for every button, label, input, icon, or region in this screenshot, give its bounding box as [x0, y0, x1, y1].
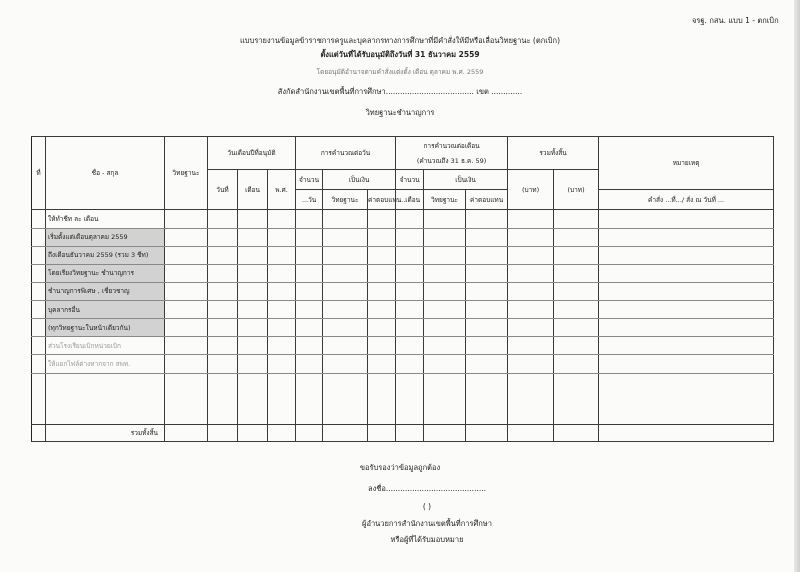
- row-cell: [238, 337, 268, 355]
- row-cell: [466, 319, 508, 337]
- remarks-sub-header: คำสั่ง ...ที่.../ สั่ง ณ วันที่ ...: [599, 190, 774, 210]
- row-name-cell: ให้แยกไฟล์ต่างหากจาก สพท.: [46, 355, 165, 373]
- row-cell: [268, 319, 296, 337]
- row-cell: [296, 301, 323, 319]
- row-cell: [466, 246, 508, 264]
- row-cell: [165, 337, 208, 355]
- row-cell: [466, 210, 508, 228]
- row-cell: [466, 355, 508, 373]
- daily-money-header: เป็นเงิน: [323, 170, 396, 190]
- row-cell: [323, 319, 368, 337]
- row-cell: [296, 264, 323, 282]
- report-subtitle: ตั้งแต่วันที่ได้รับอนุมัติถึงวันที่ 31 ธันวาคม 2559: [320, 50, 480, 59]
- row-cell: [32, 337, 46, 355]
- row-name-cell: ส่วนโรงเรียนเบิกหน่วยเบิก: [46, 337, 165, 355]
- table-row: [32, 264, 774, 282]
- row-cell: [268, 282, 296, 300]
- row-cell: [208, 337, 238, 355]
- row-cell: [368, 301, 396, 319]
- row-cell: [323, 228, 368, 246]
- table-body: [32, 210, 774, 373]
- row-cell: [32, 301, 46, 319]
- row-cell: [165, 228, 208, 246]
- row-cell: [424, 337, 466, 355]
- row-cell: [323, 246, 368, 264]
- row-cell: [424, 246, 466, 264]
- row-cell: [466, 301, 508, 319]
- row-cell: [296, 282, 323, 300]
- row-cell: [368, 228, 396, 246]
- row-cell: [238, 228, 268, 246]
- monthly-count-header: จำนวน: [396, 170, 424, 190]
- row-cell: [424, 210, 466, 228]
- row-cell: [208, 319, 238, 337]
- table-row: [32, 210, 774, 228]
- row-cell: [424, 355, 466, 373]
- row-cell: [554, 337, 599, 355]
- form-code: จรฐ. กสน. แบบ 1 - ตกเบิก: [692, 16, 779, 25]
- row-cell: [165, 246, 208, 264]
- certify-text: ขอรับรองว่าข้อมูลถูกต้อง: [359, 463, 441, 472]
- row-cell: [268, 228, 296, 246]
- col-approved-date-header: วันเดือนปีที่อนุมัติ: [208, 137, 296, 170]
- daily-rank-money-header: วิทยฐานะ: [323, 190, 368, 210]
- table-row: [32, 282, 774, 300]
- row-cell: [368, 337, 396, 355]
- row-cell: [32, 319, 46, 337]
- row-cell: [208, 282, 238, 300]
- signature-line: ลงชื่อ..........................................: [368, 484, 486, 493]
- row-cell: [32, 282, 46, 300]
- row-cell: [396, 355, 424, 373]
- row-cell: [466, 337, 508, 355]
- row-cell: [165, 282, 208, 300]
- row-cell: [508, 355, 554, 373]
- daily-comp-money-header: ค่าตอบแทน: [368, 190, 396, 210]
- page-edge-shadow: [794, 0, 800, 572]
- row-cell: [508, 282, 554, 300]
- row-cell: [368, 246, 396, 264]
- row-cell: [296, 228, 323, 246]
- daily-count-header: จำนวน: [296, 170, 323, 190]
- table-row: [32, 246, 774, 264]
- monthly-calc-label: การคำนวณต่อเดือน: [423, 141, 480, 150]
- delegate-text: หรือผู้ที่ได้รับมอบหมาย: [390, 535, 464, 544]
- col-month-header: เดือน: [238, 170, 268, 210]
- row-cell: [238, 319, 268, 337]
- row-cell: [396, 210, 424, 228]
- row-cell: [554, 228, 599, 246]
- table-row: [32, 337, 774, 355]
- row-name-cell: โดยเรียงวิทยฐานะ ชำนาญการ: [46, 264, 165, 282]
- table-row: [32, 228, 774, 246]
- row-cell: [599, 319, 774, 337]
- row-cell: [396, 246, 424, 264]
- row-cell: [32, 210, 46, 228]
- table-row: [32, 301, 774, 319]
- col-remarks-header: หมายเหตุ: [599, 137, 774, 190]
- row-cell: [508, 264, 554, 282]
- row-cell: [323, 282, 368, 300]
- row-name-cell: บุคลากรอื่น: [46, 301, 165, 319]
- authority-line: โดยอนุมัติอำนาจตามคำสั่งแต่งตั้ง เดือน ตุลาคม พ.ศ. 2559: [316, 68, 484, 76]
- row-cell: [554, 355, 599, 373]
- col-day-header: วันที่: [208, 170, 238, 210]
- row-cell: [208, 228, 238, 246]
- row-cell: [466, 228, 508, 246]
- row-name-cell: ชำนาญการพิเศษ , เชี่ยวชาญ: [46, 282, 165, 300]
- col-total-header: รวมทั้งสิ้น: [508, 137, 599, 170]
- table-row-blank: [32, 373, 774, 424]
- row-cell: [323, 337, 368, 355]
- row-cell: [208, 355, 238, 373]
- row-cell: [165, 319, 208, 337]
- row-cell: [554, 319, 599, 337]
- monthly-calc-note: (คำนวณถึง 31 ธ.ค. 59): [416, 156, 487, 165]
- row-cell: [368, 264, 396, 282]
- row-cell: [554, 301, 599, 319]
- row-cell: [296, 210, 323, 228]
- col-rank-header: วิทยฐานะ: [165, 137, 208, 210]
- total-row: [32, 424, 774, 441]
- row-cell: [599, 228, 774, 246]
- daily-days-header: ...วัน: [296, 190, 323, 210]
- row-name-cell: ให้ทำชีท ละ เดือน: [46, 210, 165, 228]
- col-daily-calc-header: การคำนวณต่อวัน: [296, 137, 396, 170]
- rank-line: วิทยฐานะชำนาญการ: [365, 108, 435, 117]
- row-cell: [238, 210, 268, 228]
- col-year-header: พ.ศ.: [268, 170, 296, 210]
- table-row: [32, 355, 774, 373]
- row-cell: [508, 210, 554, 228]
- row-cell: [466, 264, 508, 282]
- row-cell: [599, 264, 774, 282]
- row-cell: [208, 246, 238, 264]
- monthly-comp-money-header: ค่าตอบแทน: [466, 190, 508, 210]
- total-label: รวมทั้งสิ้น: [46, 424, 165, 441]
- header-row-1: [32, 137, 774, 170]
- col-no-header: ที่: [32, 137, 46, 210]
- row-cell: [208, 301, 238, 319]
- signer-position: ผู้อำนวยการสำนักงานเขตพื้นที่การศึกษา: [362, 519, 492, 528]
- row-cell: [396, 264, 424, 282]
- row-cell: [208, 210, 238, 228]
- row-cell: [554, 210, 599, 228]
- row-cell: [599, 337, 774, 355]
- row-cell: [554, 264, 599, 282]
- row-cell: [508, 246, 554, 264]
- row-cell: [396, 282, 424, 300]
- row-cell: [599, 246, 774, 264]
- row-cell: [296, 246, 323, 264]
- row-cell: [32, 355, 46, 373]
- row-cell: [296, 337, 323, 355]
- row-cell: [396, 301, 424, 319]
- row-cell: [368, 282, 396, 300]
- col-name-header: ชื่อ - สกุล: [46, 137, 165, 210]
- row-cell: [296, 319, 323, 337]
- row-cell: [323, 210, 368, 228]
- row-cell: [368, 210, 396, 228]
- row-cell: [599, 282, 774, 300]
- row-cell: [599, 355, 774, 373]
- row-cell: [424, 282, 466, 300]
- row-cell: [323, 301, 368, 319]
- row-cell: [238, 264, 268, 282]
- col-monthly-calc-header: [396, 137, 508, 170]
- row-cell: [508, 319, 554, 337]
- row-cell: [32, 228, 46, 246]
- row-cell: [424, 319, 466, 337]
- row-name-cell: ถึงเดือนธันวาคม 2559 (รวม 3 ชีท): [46, 246, 165, 264]
- row-cell: [165, 210, 208, 228]
- table-row: [32, 319, 774, 337]
- row-cell: [296, 355, 323, 373]
- row-cell: [508, 301, 554, 319]
- monthly-months-header: ...เดือน: [396, 190, 424, 210]
- row-cell: [554, 246, 599, 264]
- row-cell: [396, 319, 424, 337]
- row-cell: [268, 246, 296, 264]
- row-cell: [554, 282, 599, 300]
- row-cell: [32, 246, 46, 264]
- row-cell: [368, 355, 396, 373]
- row-cell: [323, 355, 368, 373]
- row-cell: [368, 319, 396, 337]
- signer-name-parentheses: ( ): [422, 502, 432, 511]
- report-table: [31, 136, 774, 442]
- row-cell: [424, 301, 466, 319]
- row-cell: [208, 264, 238, 282]
- row-cell: [424, 264, 466, 282]
- monthly-rank-money-header: วิทยฐานะ: [424, 190, 466, 210]
- row-cell: [508, 337, 554, 355]
- monthly-money-header: เป็นเงิน: [424, 170, 508, 190]
- row-cell: [238, 355, 268, 373]
- row-cell: [165, 264, 208, 282]
- row-cell: [238, 282, 268, 300]
- row-cell: [268, 355, 296, 373]
- total-baht-header-2: (บาท): [554, 170, 599, 210]
- row-cell: [238, 246, 268, 264]
- row-cell: [424, 228, 466, 246]
- row-cell: [466, 282, 508, 300]
- row-cell: [165, 301, 208, 319]
- row-name-cell: (ทุกวิทยฐานะในหน้าเดียวกัน): [46, 319, 165, 337]
- row-cell: [165, 355, 208, 373]
- row-cell: [508, 228, 554, 246]
- row-cell: [238, 301, 268, 319]
- row-name-cell: เริ่มตั้งแต่เดือนตุลาคม 2559: [46, 228, 165, 246]
- row-cell: [268, 210, 296, 228]
- row-cell: [268, 337, 296, 355]
- row-cell: [396, 228, 424, 246]
- row-cell: [32, 264, 46, 282]
- row-cell: [599, 301, 774, 319]
- affiliation-line: สังกัดสำนักงานเขตพื้นที่การศึกษา..................................... เขต .............: [277, 87, 523, 96]
- row-cell: [599, 210, 774, 228]
- row-cell: [268, 301, 296, 319]
- row-cell: [323, 264, 368, 282]
- row-cell: [268, 264, 296, 282]
- total-baht-header-1: (บาท): [508, 170, 554, 210]
- report-title: แบบรายงานข้อมูลข้าราชการครูและบุคลากรทางการศึกษาที่มีคำสั่งให้มีหรือเลื่อนวิทยฐานะ (ตกเบิก): [239, 36, 561, 45]
- row-cell: [396, 337, 424, 355]
